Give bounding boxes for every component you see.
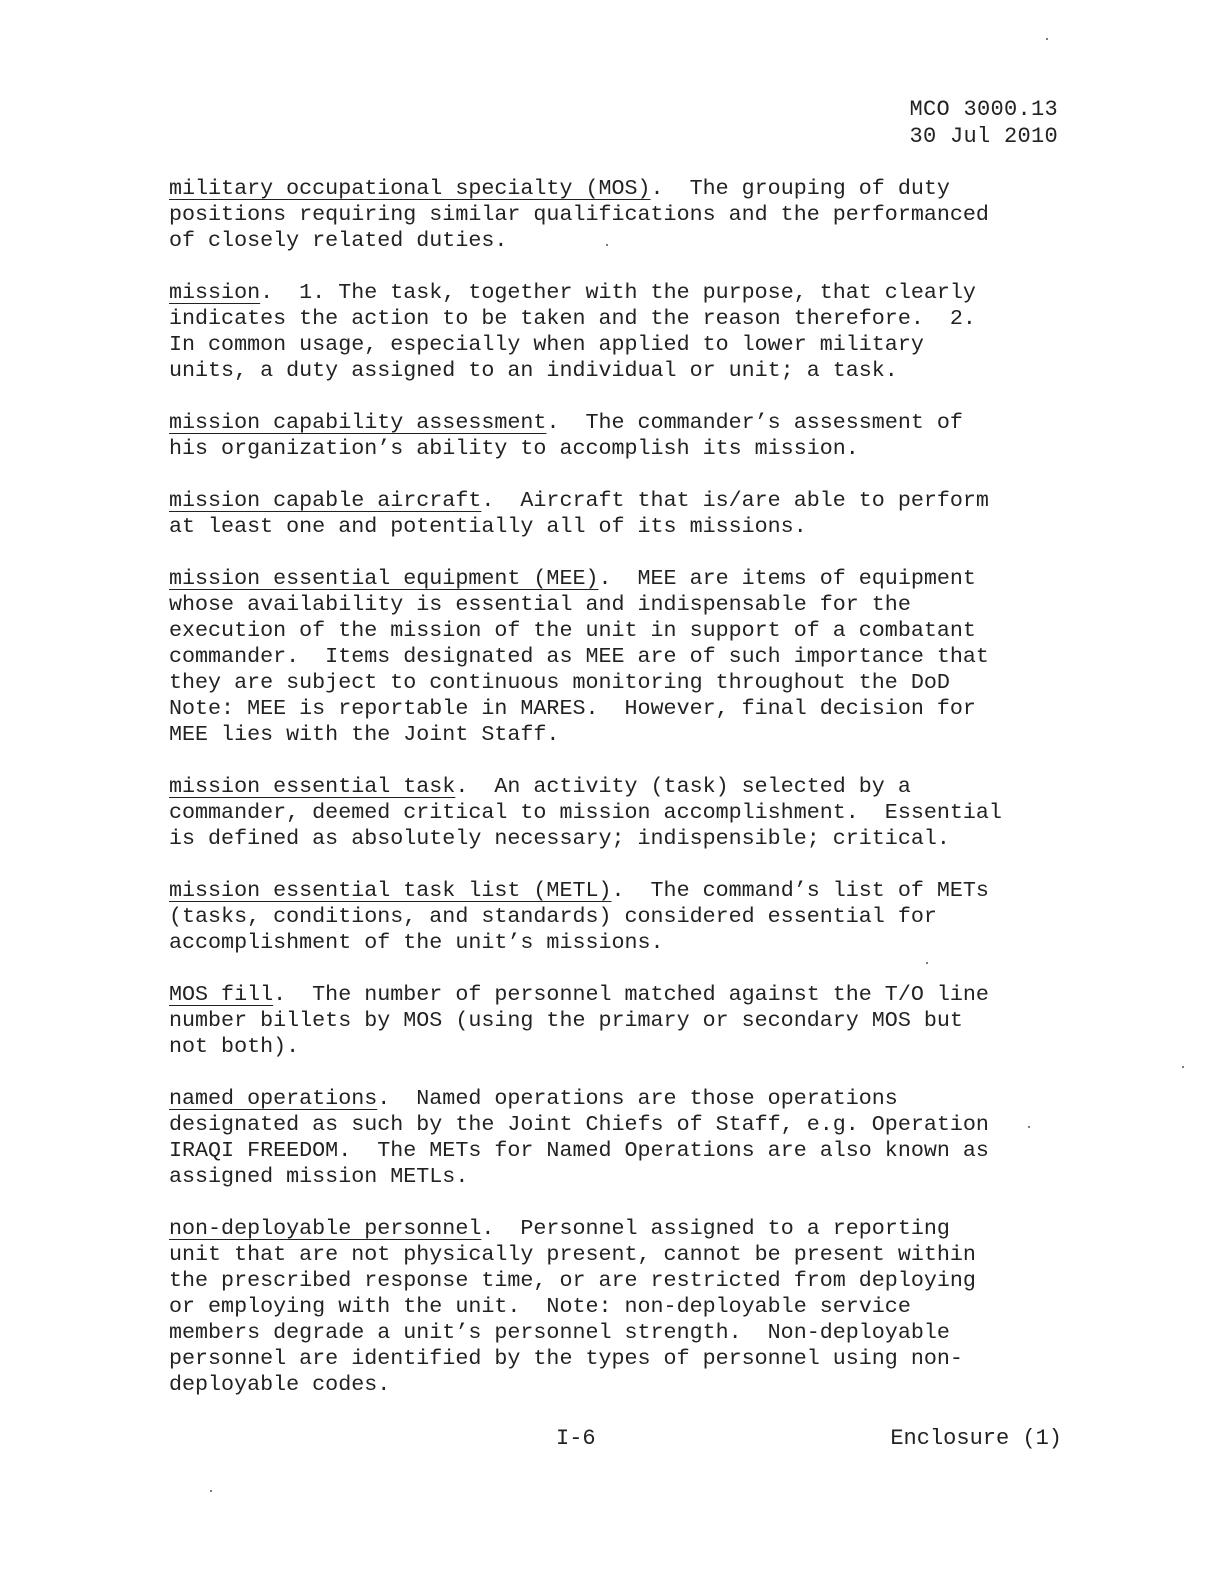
glossary-definition: . MEE are items of equipment whose availability is essential and indispensable for the execution of the mission of the unit in support of a combatant commander. Items designated as MEE are of such importance that they are subject to continuous monitoring throughout the DoD Note: MEE is reportable in MARES. However, final decision for MEE lies with the Joint Staff. [169,566,989,747]
glossary-definition: . The grouping of duty positions requiring similar qualifications and the performanced of closely related duties. [169,176,989,253]
glossary-definition: . Personnel assigned to a reporting unit that are not physically present, cannot be present within the prescribed response time, or are restricted from deploying or employing with the unit. Note: non-deployable service members degrade a unit’s personnel strength. Non-deployable personnel are identified by the types of personnel using non- deployable codes. [169,1216,976,1397]
scan-speck [1182,1066,1184,1068]
glossary-term: MOS fill [169,982,274,1007]
glossary-entry [169,878,1069,956]
glossary-term: mission essential task [169,774,456,799]
glossary-term: non-deployable personnel [169,1216,482,1241]
glossary-term: military occupational specialty (MOS) [169,176,651,201]
glossary-entry [169,982,1069,1060]
glossary-term: named operations [169,1086,378,1111]
glossary-entry [169,774,1069,852]
glossary-definition: . The number of personnel matched against the T/O line number billets by MOS (using the primary or secondary MOS but not both). [169,982,989,1059]
scan-speck [1046,38,1048,40]
glossary-definition: . The command’s list of METs (tasks, conditions, and standards) considered essential for accomplishment of the unit’s missions. [169,878,989,955]
scan-speck [210,1490,212,1492]
glossary-entries [169,176,1069,1424]
glossary-term: mission [169,280,261,305]
doc-number: MCO 3000.13 [909,97,1058,122]
scan-speck [1028,1126,1030,1128]
scan-speck [606,244,608,246]
glossary-term: mission capability assessment [169,410,547,435]
glossary-entry [169,410,1069,462]
glossary-definition: . An activity (task) selected by a commander, deemed critical to mission accomplishment. Essential is defined as absolutely necessary; indispensible; critical. [169,774,1002,851]
glossary-definition: . 1. The task, together with the purpose, that clearly indicates the action to be taken and the reason therefore. 2. In common usage, especially when applied to lower military units, a duty assigned to an individual or unit; a task. [169,280,976,383]
glossary-definition: . Aircraft that is/are able to perform at least one and potentially all of its missions. [169,488,989,539]
glossary-entry [169,280,1069,384]
glossary-term: mission essential task list (METL) [169,878,612,903]
glossary-entry [169,1216,1069,1398]
glossary-entry [169,1086,1069,1190]
page-number: I-6 [556,1426,596,1451]
glossary-definition: . Named operations are those operations designated as such by the Joint Chiefs of Staff, e.g. Operation IRAQI FREEDOM. The METs for Named Operations are also known as assigned mission METLs. [169,1086,989,1189]
doc-date: 30 Jul 2010 [909,124,1058,149]
scan-speck [926,962,928,964]
enclosure-label: Enclosure (1) [890,1426,1062,1451]
document-header [909,96,1058,150]
glossary-definition: . The commander’s assessment of his organization’s ability to accomplish its mission. [169,410,963,461]
glossary-entry [169,566,1069,748]
glossary-term: mission capable aircraft [169,488,482,513]
glossary-entry [169,176,1069,254]
glossary-term: mission essential equipment (MEE) [169,566,599,591]
glossary-entry [169,488,1069,540]
